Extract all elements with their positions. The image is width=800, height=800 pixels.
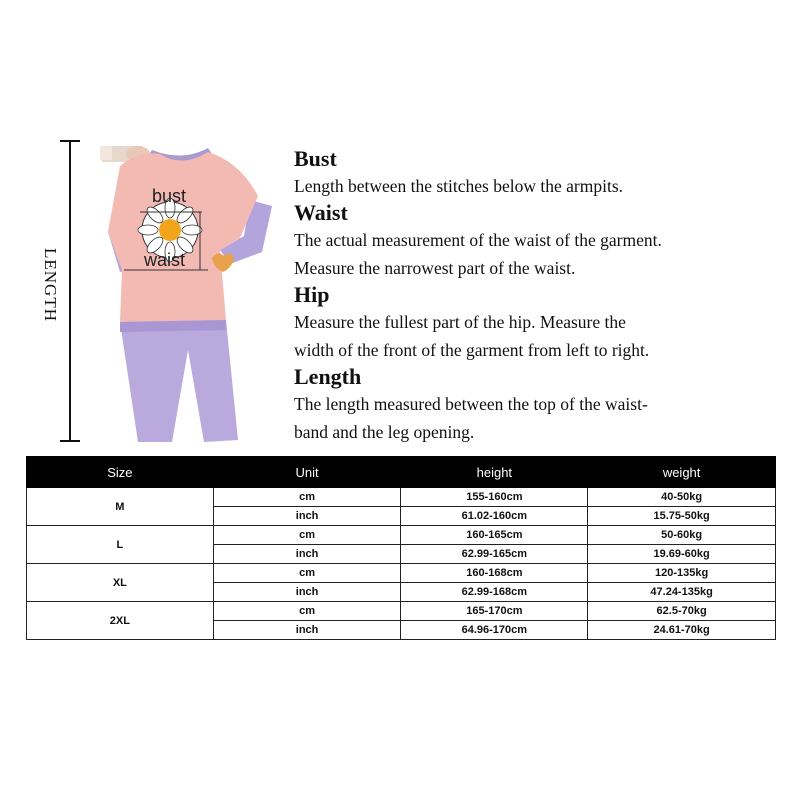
weight-cell: 47.24-135kg bbox=[588, 583, 776, 602]
hip-description-line: Measure the fullest part of the hip. Measure the bbox=[294, 312, 626, 332]
length-bottom-cap bbox=[60, 440, 80, 442]
height-cell: 62.99-168cm bbox=[401, 583, 588, 602]
header-weight: weight bbox=[588, 457, 776, 488]
height-cell: 155-160cm bbox=[401, 488, 588, 507]
height-cell: 61.02-160cm bbox=[401, 507, 588, 526]
table-row bbox=[27, 488, 776, 507]
height-cell: 64.96-170cm bbox=[401, 621, 588, 640]
unit-cell: cm bbox=[213, 564, 401, 583]
pajama-illustration bbox=[100, 140, 280, 442]
unit-cell: cm bbox=[213, 602, 401, 621]
weight-cell: 19.69-60kg bbox=[588, 545, 776, 564]
weight-cell: 120-135kg bbox=[588, 564, 776, 583]
table-header-row bbox=[27, 457, 776, 488]
unit-cell: inch bbox=[213, 545, 401, 564]
length-line bbox=[69, 140, 71, 442]
length-description-line: band and the leg opening. bbox=[294, 422, 475, 442]
table-row bbox=[27, 602, 776, 621]
size-cell: XL bbox=[27, 564, 214, 602]
header-height: height bbox=[401, 457, 588, 488]
height-cell: 165-170cm bbox=[401, 602, 588, 621]
unit-cell: cm bbox=[213, 526, 401, 545]
height-cell: 160-165cm bbox=[401, 526, 588, 545]
bust-description: Length between the stitches below the armpits. bbox=[294, 176, 624, 196]
unit-cell: inch bbox=[213, 507, 401, 526]
header-unit: Unit bbox=[213, 457, 401, 488]
unit-cell: inch bbox=[213, 621, 401, 640]
waist-description-line: The actual measurement of the waist of the garment. bbox=[294, 230, 662, 250]
length-description-line: The length measured between the top of the waist- bbox=[294, 394, 648, 414]
size-cell: 2XL bbox=[27, 602, 214, 640]
weight-cell: 62.5-70kg bbox=[588, 602, 776, 621]
unit-cell: inch bbox=[213, 583, 401, 602]
length-label: LENGTH bbox=[38, 220, 62, 350]
size-cell: M bbox=[27, 488, 214, 526]
header-size: Size bbox=[27, 457, 214, 488]
length-indicator bbox=[60, 140, 80, 442]
waist-term: Waist bbox=[294, 200, 348, 225]
height-cell: 160-168cm bbox=[401, 564, 588, 583]
weight-cell: 40-50kg bbox=[588, 488, 776, 507]
bust-term: Bust bbox=[294, 146, 337, 171]
weight-cell: 15.75-50kg bbox=[588, 507, 776, 526]
size-cell: L bbox=[27, 526, 214, 564]
unit-cell: cm bbox=[213, 488, 401, 507]
table-row bbox=[27, 564, 776, 583]
hip-term: Hip bbox=[294, 282, 330, 307]
shirt-waist-label: waist bbox=[144, 250, 186, 270]
hip-description-line: width of the front of the garment from left to right. bbox=[294, 340, 650, 360]
length-term: Length bbox=[294, 364, 362, 389]
measurement-definitions bbox=[294, 146, 794, 446]
weight-cell: 50-60kg bbox=[588, 526, 776, 545]
table-row bbox=[27, 526, 776, 545]
height-cell: 62.99-165cm bbox=[401, 545, 588, 564]
weight-cell: 24.61-70kg bbox=[588, 621, 776, 640]
waist-description-line: Measure the narrowest part of the waist. bbox=[294, 258, 576, 278]
shirt-bust-label: bust bbox=[152, 186, 187, 206]
size-chart-table bbox=[26, 456, 776, 640]
